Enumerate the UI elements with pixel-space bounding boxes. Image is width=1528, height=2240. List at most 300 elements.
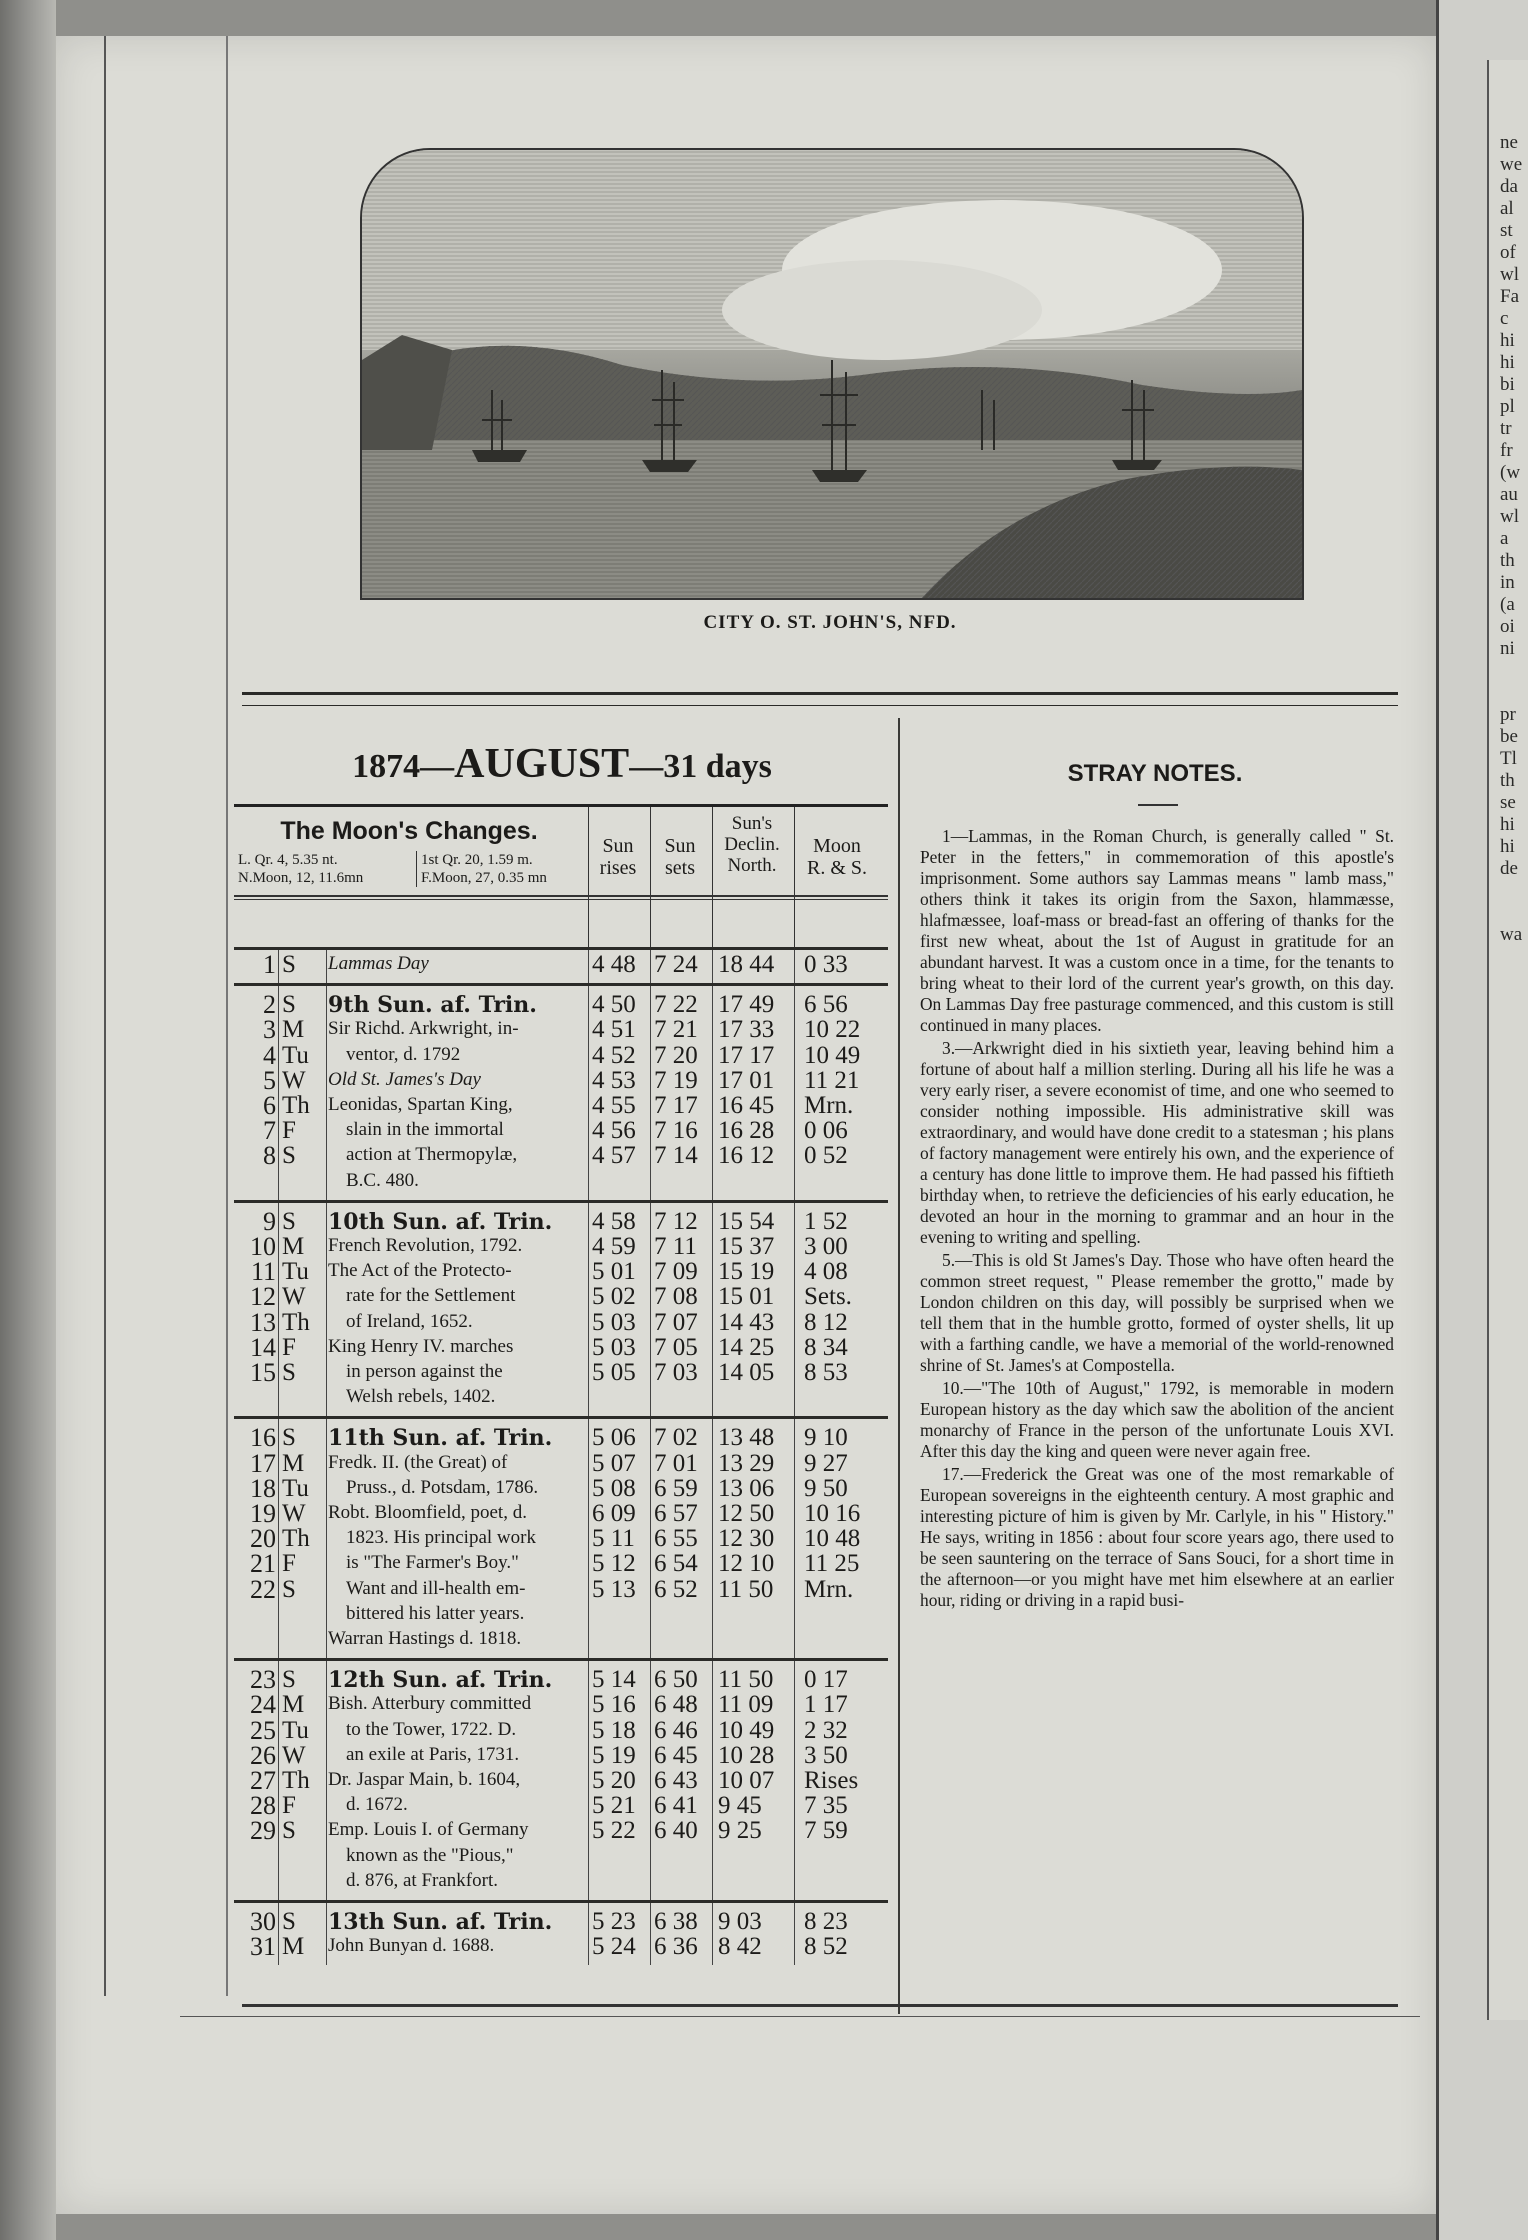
sun-rise-time: 5 03 [592,1333,636,1361]
weekday: W [282,1741,306,1769]
facing-page-fragment: hi [1500,836,1515,857]
sun-rise-time: 5 20 [592,1766,636,1794]
sun-set-time: 6 50 [654,1666,698,1694]
day-number: 1 [263,950,276,979]
day-number: 2 [263,990,276,1020]
facing-page-fragment: bi [1500,374,1515,395]
sun-rise-time: 4 59 [592,1232,636,1260]
moon-time: 11 21 [804,1066,860,1094]
declination-value: 9 45 [718,1792,762,1820]
stray-notes-dash [1138,804,1178,806]
weekday: S [282,1207,296,1235]
weekday: S [282,1358,296,1386]
day-number: 19 [250,1498,276,1528]
weekday: M [282,1449,305,1477]
facing-page-fragment: hi [1500,814,1515,835]
moon-time: 10 49 [804,1041,861,1069]
moon-time: 10 22 [804,1016,861,1044]
day-number: 13 [250,1307,276,1337]
month-name: AUGUST [454,741,630,787]
sun-set-time: 7 02 [654,1424,698,1452]
stray-notes-body [920,826,1394,1613]
declination-value: 17 17 [718,1041,775,1069]
weekday: S [282,1666,296,1694]
day-note: 9th Sun. af. Trin. [328,992,537,1019]
weekday: Th [282,1091,310,1119]
facing-page-fragment: be [1500,726,1518,747]
declination-header [712,813,792,876]
day-note: Robt. Bloomfield, poet, d. [328,1501,527,1523]
sun-set-time: 6 36 [654,1933,698,1961]
calendar-week [234,983,888,1200]
sun-rise-time: 4 53 [592,1066,636,1094]
day-note: an exile at Paris, 1731. [346,1743,520,1765]
facing-page-fragment: we [1500,154,1523,175]
weekday: W [282,1499,306,1527]
engraving-caption: CITY O. ST. JOHN'S, NFD. [703,612,957,633]
declination-value: 13 06 [718,1474,775,1502]
header-text: Moon [813,835,861,857]
sun-set-time: 7 22 [654,991,698,1019]
facing-page-fragment: oi [1500,616,1515,637]
moon-time: 8 53 [804,1358,848,1386]
sun-set-time: 6 57 [654,1499,698,1527]
declination-value: 9 25 [718,1817,762,1845]
sun-rise-time: 5 12 [592,1550,636,1578]
margin-rule [104,36,106,1996]
weekday: M [282,1933,305,1961]
facing-page-fragment: de [1500,858,1518,879]
day-number: 27 [250,1765,276,1795]
sun-set-time: 7 12 [654,1207,698,1235]
sun-rise-time: 5 21 [592,1792,636,1820]
facing-page-fragment: wa [1500,924,1523,945]
facing-page-fragment: pl [1500,396,1515,417]
sun-rise-time: 4 56 [592,1117,636,1145]
day-number: 7 [263,1116,276,1146]
declination-value: 10 28 [718,1741,775,1769]
facing-page-fragment: al [1500,198,1514,219]
sun-set-time: 7 03 [654,1358,698,1386]
moon-time: 6 56 [804,991,848,1019]
moon-phase-text: N.Moon, 12, 11.6mn [238,870,364,886]
day-number: 28 [250,1791,276,1821]
facing-page-fragment: pr [1500,704,1516,725]
day-note: John Bunyan d. 1688. [328,1935,495,1957]
harbour-illustration [362,150,1302,598]
calendar-week [234,1658,888,1900]
declination-value: 13 29 [718,1449,775,1477]
moon-time: 0 17 [804,1666,848,1694]
declination-value: 14 43 [718,1308,775,1336]
declination-value: 17 01 [718,1066,775,1094]
declination-value: 16 12 [718,1142,775,1170]
moon-phase-text: 1st Qr. 20, 1.59 m. [421,852,533,868]
day-number: 29 [250,1816,276,1846]
day-note: Lammas Day [328,953,429,974]
sun-rise-time: 4 52 [592,1041,636,1069]
sun-set-time: 6 52 [654,1575,698,1603]
weekday: F [282,1792,296,1820]
day-note: Welsh rebels, 1402. [346,1386,496,1408]
header-text: Sun [602,835,634,857]
sun-rise-time: 5 08 [592,1474,636,1502]
header-text: Sun's [731,813,773,834]
day-number: 24 [250,1690,276,1720]
moon-time: 3 50 [804,1741,848,1769]
header-text: Sun [664,835,696,857]
calendar-week [234,1900,888,1965]
sun-rise-time: 5 13 [592,1575,636,1603]
moon-time: 0 33 [804,951,848,978]
day-note: of Ireland, 1652. [346,1310,473,1332]
weekday: M [282,1232,305,1260]
day-note: Fredk. II. (the Great) of [328,1451,508,1473]
sun-rise-time: 5 14 [592,1666,636,1694]
moon-time: 11 25 [804,1550,860,1578]
calendar-table [234,804,888,1965]
facing-page-fragment: ne [1500,132,1518,153]
day-number: 10 [250,1231,276,1261]
sun-set-time: 6 48 [654,1691,698,1719]
facing-page-fragment: a [1500,528,1509,549]
sun-set-time: 7 09 [654,1258,698,1286]
harbour-engraving [360,148,1304,600]
day-number: 6 [263,1090,276,1120]
sun-rise-time: 4 51 [592,1016,636,1044]
scan-margin-left [0,0,56,2240]
declination-value: 16 45 [718,1091,775,1119]
facing-page-fragment: ni [1500,638,1515,659]
facing-page-fragment: Fa [1500,286,1519,307]
weekday: F [282,1550,296,1578]
day-note: French Revolution, 1792. [328,1234,523,1256]
day-note: ventor, d. 1792 [346,1043,461,1065]
moon-time: 2 32 [804,1716,848,1744]
moon-time: 8 12 [804,1308,848,1336]
weekday: Tu [282,1474,309,1502]
declination-value: 11 50 [718,1575,774,1603]
sun-rise-time: 5 02 [592,1283,636,1311]
day-note: slain in the immortal [346,1119,504,1141]
sun-set-time: 6 40 [654,1817,698,1845]
moon-time: 9 27 [804,1449,848,1477]
header-text: sets [665,857,695,879]
sun-rise-time: 4 58 [592,1207,636,1235]
day-number: 17 [250,1448,276,1478]
declination-value: 11 09 [718,1691,774,1719]
weekday: Th [282,1525,310,1553]
day-note: Warran Hastings d. 1818. [328,1627,522,1649]
moon-time: Mrn. [804,1091,854,1119]
column-divider [898,718,900,2014]
facing-page-fragment: fr [1500,440,1513,461]
day-number: 4 [263,1040,276,1070]
weekday: S [282,1142,296,1170]
moon-time: 9 50 [804,1474,848,1502]
day-note: action at Thermopylæ, [346,1144,518,1166]
declination-value: 15 19 [718,1258,775,1286]
day-note: 11th Sun. af. Trin. [328,1425,553,1452]
day-number: 3 [263,1015,276,1045]
facing-page-fragment: da [1500,176,1518,197]
sun-rise-time: 5 07 [592,1449,636,1477]
moon-time: 3 00 [804,1232,848,1260]
day-note: King Henry IV. marches [328,1335,514,1357]
declination-value: 17 49 [718,991,775,1019]
moon-changes-title: The Moon's Changes. [280,817,538,845]
sun-rise-time: 5 24 [592,1933,636,1961]
sun-set-time: 7 19 [654,1066,698,1094]
day-note: Emp. Louis I. of Germany [328,1819,529,1841]
sun-rise-time: 5 19 [592,1741,636,1769]
sun-rise-time: 6 09 [592,1499,636,1527]
declination-value: 10 07 [718,1766,775,1794]
sun-set-time: 7 05 [654,1333,698,1361]
day-number: 15 [250,1357,276,1387]
weekday: F [282,1117,296,1145]
moon-time: 0 06 [804,1117,848,1145]
bottom-rule [242,2004,1398,2007]
day-number: 9 [263,1206,276,1236]
declination-value: 8 42 [718,1933,762,1961]
sun-set-time: 6 54 [654,1550,698,1578]
day-note: Pruss., d. Potsdam, 1786. [346,1476,539,1498]
margin-rule-inner [226,36,228,1996]
facing-page-fragment: in [1500,572,1515,593]
sun-set-time: 7 17 [654,1091,698,1119]
calendar-week [234,1200,888,1417]
facing-page-fragment: st [1500,220,1513,241]
month-days: —31 days [629,748,772,785]
declination-value: 15 54 [718,1207,775,1235]
facing-page-fragment: th [1500,550,1515,571]
declination-value: 12 50 [718,1499,775,1527]
facing-page-fragment: wl [1500,506,1519,527]
declination-value: 15 01 [718,1283,775,1311]
header-text: R. & S. [806,857,868,879]
day-number: 23 [250,1665,276,1695]
facing-page-fragment: hi [1500,330,1515,351]
declination-value: 14 25 [718,1333,775,1361]
sun-set-time: 7 24 [654,951,698,978]
sun-set-time: 6 59 [654,1474,698,1502]
sun-sets-header [650,835,710,879]
facing-page-fragment: se [1500,792,1516,813]
moon-header [794,835,880,879]
facing-page-fragment: c [1500,308,1509,329]
moon-phase-left [238,851,416,887]
moon-time: 8 52 [804,1933,848,1961]
day-note: is "The Farmer's Boy." [346,1552,519,1574]
facing-page-fragment: (w [1500,462,1521,483]
sun-rise-time: 5 22 [592,1817,636,1845]
stray-note-paragraph: 1—Lammas, in the Roman Church, is generally called " St. Peter in the fetters," in commemoration of this apostle's imprisonment. Some authors say Lammas means " lamb mass," others think it takes its origin from the Saxon, hlammæsse, hlafmæssee, loaf-mass or bread-fast an offering of thanks for the first new wheat, about the 1st of August in gratitude for an abundant harvest. It was a custom once in a time, for the tenants to bring wheat to their lord of the current year's growth, on this day. On Lammas Day free pasturage commenced, and this custom is still continued in many places. [920,826,1394,1035]
day-note: Dr. Jaspar Main, b. 1604, [328,1768,521,1790]
stray-notes-title: STRAY NOTES. [1067,760,1243,787]
bottom-rule-outer [180,2016,1420,2017]
day-note: 13th Sun. af. Trin. [328,1908,553,1935]
day-number: 18 [250,1473,276,1503]
sun-set-time: 6 41 [654,1792,698,1820]
weekday: W [282,1283,306,1311]
declination-value: 18 44 [718,951,775,978]
header-text: rises [599,857,637,879]
weekday: S [282,1424,296,1452]
day-number: 26 [250,1740,276,1770]
sun-rise-time: 4 57 [592,1142,636,1170]
sun-set-time: 7 21 [654,1016,698,1044]
weekday: M [282,1691,305,1719]
facing-page-fragment: hi [1500,352,1515,373]
day-number: 11 [250,1257,276,1287]
day-note: rate for the Settlement [346,1285,516,1307]
facing-page-fragment: Tl [1500,748,1517,769]
sun-set-time: 7 07 [654,1308,698,1336]
facing-page-fragment: of [1500,242,1516,263]
day-number: 21 [250,1549,276,1579]
moon-time: 10 16 [804,1499,861,1527]
sun-rise-time: 4 55 [592,1091,636,1119]
sun-set-time: 7 14 [654,1142,698,1170]
declination-value: 12 10 [718,1550,775,1578]
calendar-header [234,804,888,947]
sun-rise-time: 5 16 [592,1691,636,1719]
calendar-week [234,1416,888,1658]
header-text: Declin. [724,834,780,855]
weekday: S [282,1575,296,1603]
declination-value: 11 50 [718,1666,774,1694]
day-note: 12th Sun. af. Trin. [328,1667,553,1694]
sun-set-time: 7 16 [654,1117,698,1145]
weekday: S [282,991,296,1019]
facing-page-fragment: tr [1500,418,1512,439]
day-note: to the Tower, 1722. D. [346,1718,517,1740]
stray-note-paragraph: 5.—This is old St James's Day. Those who have often heard the common street request, " Please remember the grotto," made by London children on this day, will possibly be surprised when we tell them that in the humble grotto, formed of oyster shells, lit up with a farthing candle, we have a memorial of the world-renowned shrine of St. James's at Compostella. [920,1250,1394,1375]
weekday: M [282,1016,305,1044]
day-number: 22 [250,1574,276,1604]
day-number: 12 [250,1282,276,1312]
sun-rise-time: 5 11 [592,1525,635,1553]
sun-set-time: 6 55 [654,1525,698,1553]
weekday: Tu [282,1716,309,1744]
month-year: 1874— [352,748,455,785]
day-note: 1823. His principal work [346,1527,536,1549]
sun-set-time: 7 01 [654,1449,698,1477]
moon-phase-text: F.Moon, 27, 0.35 mn [421,870,547,886]
sun-set-time: 6 43 [654,1766,698,1794]
weekday: Th [282,1308,310,1336]
sun-set-time: 7 08 [654,1283,698,1311]
sun-rise-time: 5 06 [592,1424,636,1452]
sun-set-time: 6 38 [654,1907,698,1935]
day-number: 5 [263,1065,276,1095]
moon-time: 0 52 [804,1142,848,1170]
facing-page-fragment: au [1500,484,1518,505]
sun-rise-time: 5 18 [592,1716,636,1744]
moon-phase-text: L. Qr. 4, 5.35 nt. [238,852,338,868]
moon-time: 8 23 [804,1907,848,1935]
moon-time: 1 17 [804,1691,848,1719]
sun-rise-time: 5 23 [592,1907,636,1935]
day-number: 25 [250,1715,276,1745]
sun-rise-time: 5 03 [592,1308,636,1336]
declination-value: 10 49 [718,1716,775,1744]
weekday: Tu [282,1258,309,1286]
day-number: 8 [263,1141,276,1171]
day-note: Want and ill-health em- [346,1577,526,1599]
sun-set-time: 6 46 [654,1716,698,1744]
day-note: 10th Sun. af. Trin. [328,1208,553,1235]
day-number: 20 [250,1524,276,1554]
header-text: North. [727,855,777,876]
stray-note-paragraph: 3.—Arkwright died in his sixtieth year, leaving behind him a fortune of about half a million sterling. During all his life he was a very early riser, a severe economist of time, and one who seemed to consider nothing impossible. His administrative skill was extraordinary, and would have done credit to a statesman ; his plans of factory management were entirely his own, and the experience of a century has done little to improve them. He had passed his fiftieth birthday when, to retrieve the deficiencies of his early education, he devoted an hour in the morning to grammar and an hour in the evening to writing and spelling. [920,1038,1394,1247]
day-note: d. 876, at Frankfort. [346,1869,498,1891]
day-note: B.C. 480. [346,1169,419,1191]
declination-value: 14 05 [718,1358,775,1386]
sun-rise-time: 5 01 [592,1258,636,1286]
facing-page-fragment: th [1500,770,1515,791]
declination-value: 12 30 [718,1525,775,1553]
declination-value: 17 33 [718,1016,775,1044]
moon-time: 8 34 [804,1333,848,1361]
declination-value: 13 48 [718,1424,775,1452]
moon-time: 7 59 [804,1817,848,1845]
moon-time: 7 35 [804,1792,848,1820]
stray-note-paragraph: 10.—"The 10th of August," 1792, is memorable in modern European history as the day which saw the abolition of the ancient monarchy of France in the person of the unfortunate Louis XVI. After this day the king and queen were never again free. [920,1378,1394,1461]
weekday: S [282,951,296,978]
month-title [242,740,882,788]
calendar-weeks [234,947,888,1965]
day-note: Leonidas, Spartan King, [328,1093,513,1115]
facing-page-fragment: (a [1500,594,1515,615]
day-number: 16 [250,1423,276,1453]
sun-rise-time: 4 48 [592,951,636,978]
weekday: Th [282,1766,310,1794]
moon-time: Sets. [804,1283,852,1311]
section-divider [242,692,1398,706]
day-note: known as the "Pious," [346,1844,514,1866]
sun-rise-time: 5 05 [592,1358,636,1386]
weekday: S [282,1907,296,1935]
weekday: W [282,1066,306,1094]
moon-time: Rises [804,1766,859,1794]
moon-phase-right [416,851,589,887]
weekday: S [282,1817,296,1845]
moon-time: 10 48 [804,1525,861,1553]
declination-value: 9 03 [718,1907,762,1935]
day-note: The Act of the Protecto- [328,1260,512,1282]
day-note: bittered his latter years. [346,1602,525,1624]
stray-note-paragraph: 17.—Frederick the Great was one of the most remarkable of European sovereigns in the eighteenth century. A most graphic and interesting picture of him is given by Mr. Carlyle, in his " History." He says, writing in 1856 : about four score years ago, there used to be seen sauntering on the terrace of Sans Souci, for a short time in the afternoon—or you might have met him elsewhere at an earlier hour, riding or driving in a rapid busi- [920,1464,1394,1610]
weekday: Tu [282,1041,309,1069]
day-note: d. 1672. [346,1794,408,1816]
facing-page-fragment: wl [1500,264,1519,285]
day-number: 30 [250,1906,276,1936]
sun-set-time: 7 20 [654,1041,698,1069]
sun-rise-time: 4 50 [592,991,636,1019]
declination-value: 16 28 [718,1117,775,1145]
moon-time: Mrn. [804,1575,854,1603]
sun-set-time: 7 11 [654,1232,697,1260]
declination-value: 15 37 [718,1232,775,1260]
moon-time: 1 52 [804,1207,848,1235]
day-number: 31 [250,1932,276,1962]
moon-time: 9 10 [804,1424,848,1452]
calendar-week [234,947,888,983]
day-note: Old St. James's Day [328,1068,481,1090]
day-number: 14 [250,1332,276,1362]
